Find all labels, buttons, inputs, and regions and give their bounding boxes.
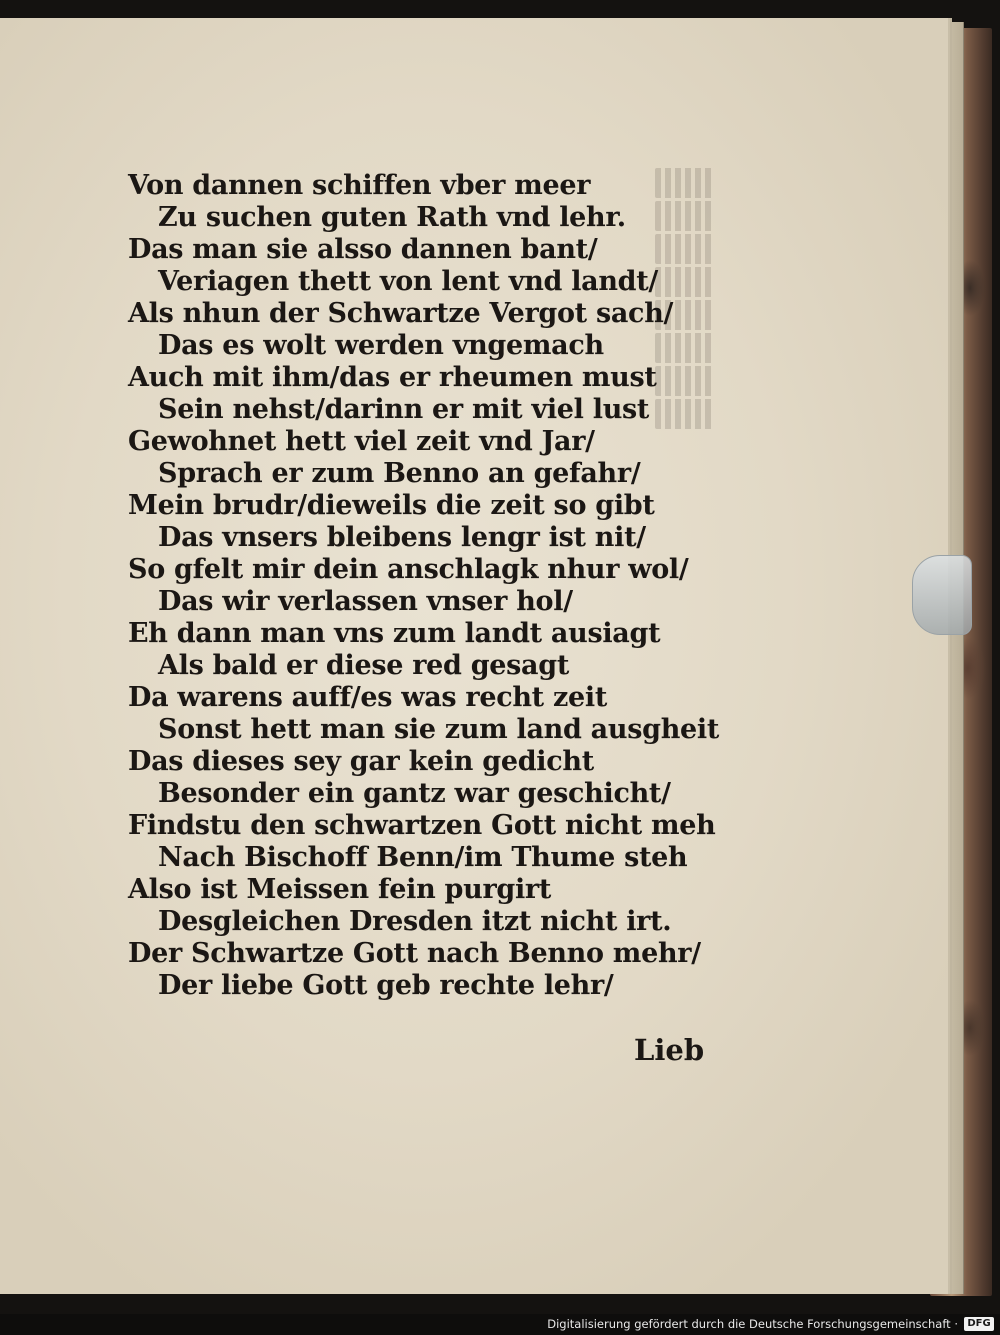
verse-line: Desgleichen Dresden itzt nicht irt. [158,906,672,937]
verse-line: Besonder ein gantz war geschicht/ [158,778,671,809]
verse-line: Zu suchen guten Rath vnd lehr. [158,202,626,233]
verse-line: Auch mit ihm/das er rheumen must [128,362,657,393]
verse-line: Das es wolt werden vngemach [158,330,604,361]
verse-line: Das man sie alsso dannen bant/ [128,234,598,265]
funding-credit: Digitalisierung gefördert durch die Deutsche Forschungsgemeinschaft · [547,1317,958,1331]
verse-line: Veriagen thett von lent vnd landt/ [158,266,658,297]
verse-line: Der liebe Gott geb rechte lehr/ [158,970,614,1001]
verse-line: Da warens auff/es was recht zeit [128,682,607,713]
verse-line: Das wir verlassen vnser hol/ [158,586,573,617]
footer-bar [0,1314,1000,1335]
verse-block [0,18,948,1294]
verse-line: Mein brudr/dieweils die zeit so gibt [128,490,655,521]
verse-line: Gewohnet hett viel zeit vnd Jar/ [128,426,595,457]
catchword: Lieb [634,1033,705,1067]
verse-line: Sein nehst/darinn er mit viel lust [158,394,650,425]
verse-line: Das vnsers bleibens lengr ist nit/ [158,522,646,553]
verse-line: Von dannen schiffen vber meer [128,170,591,201]
dfg-logo: DFG [964,1317,994,1331]
verse-line: Eh dann man vns zum landt ausiagt [128,618,661,649]
verse-line: Sonst hett man sie zum land ausgheit [158,714,720,745]
verse-line: Sprach er zum Benno an gefahr/ [158,458,641,489]
verse-line: Als bald er diese red gesagt [158,650,569,681]
verse-line: So gfelt mir dein anschlagk nhur wol/ [128,554,689,585]
bookmark-clip [912,555,972,635]
verse-line: Als nhun der Schwartze Vergot sach/ [128,298,674,329]
verse-line: Findstu den schwartzen Gott nicht meh [128,810,716,841]
verse-line: Also ist Meissen fein purgirt [128,874,552,905]
book-page [0,18,948,1294]
verse-line: Der Schwartze Gott nach Benno mehr/ [128,938,701,969]
verse-line: Das dieses sey gar kein gedicht [128,746,594,777]
verse-line: Nach Bischoff Benn/im Thume steh [158,842,688,873]
